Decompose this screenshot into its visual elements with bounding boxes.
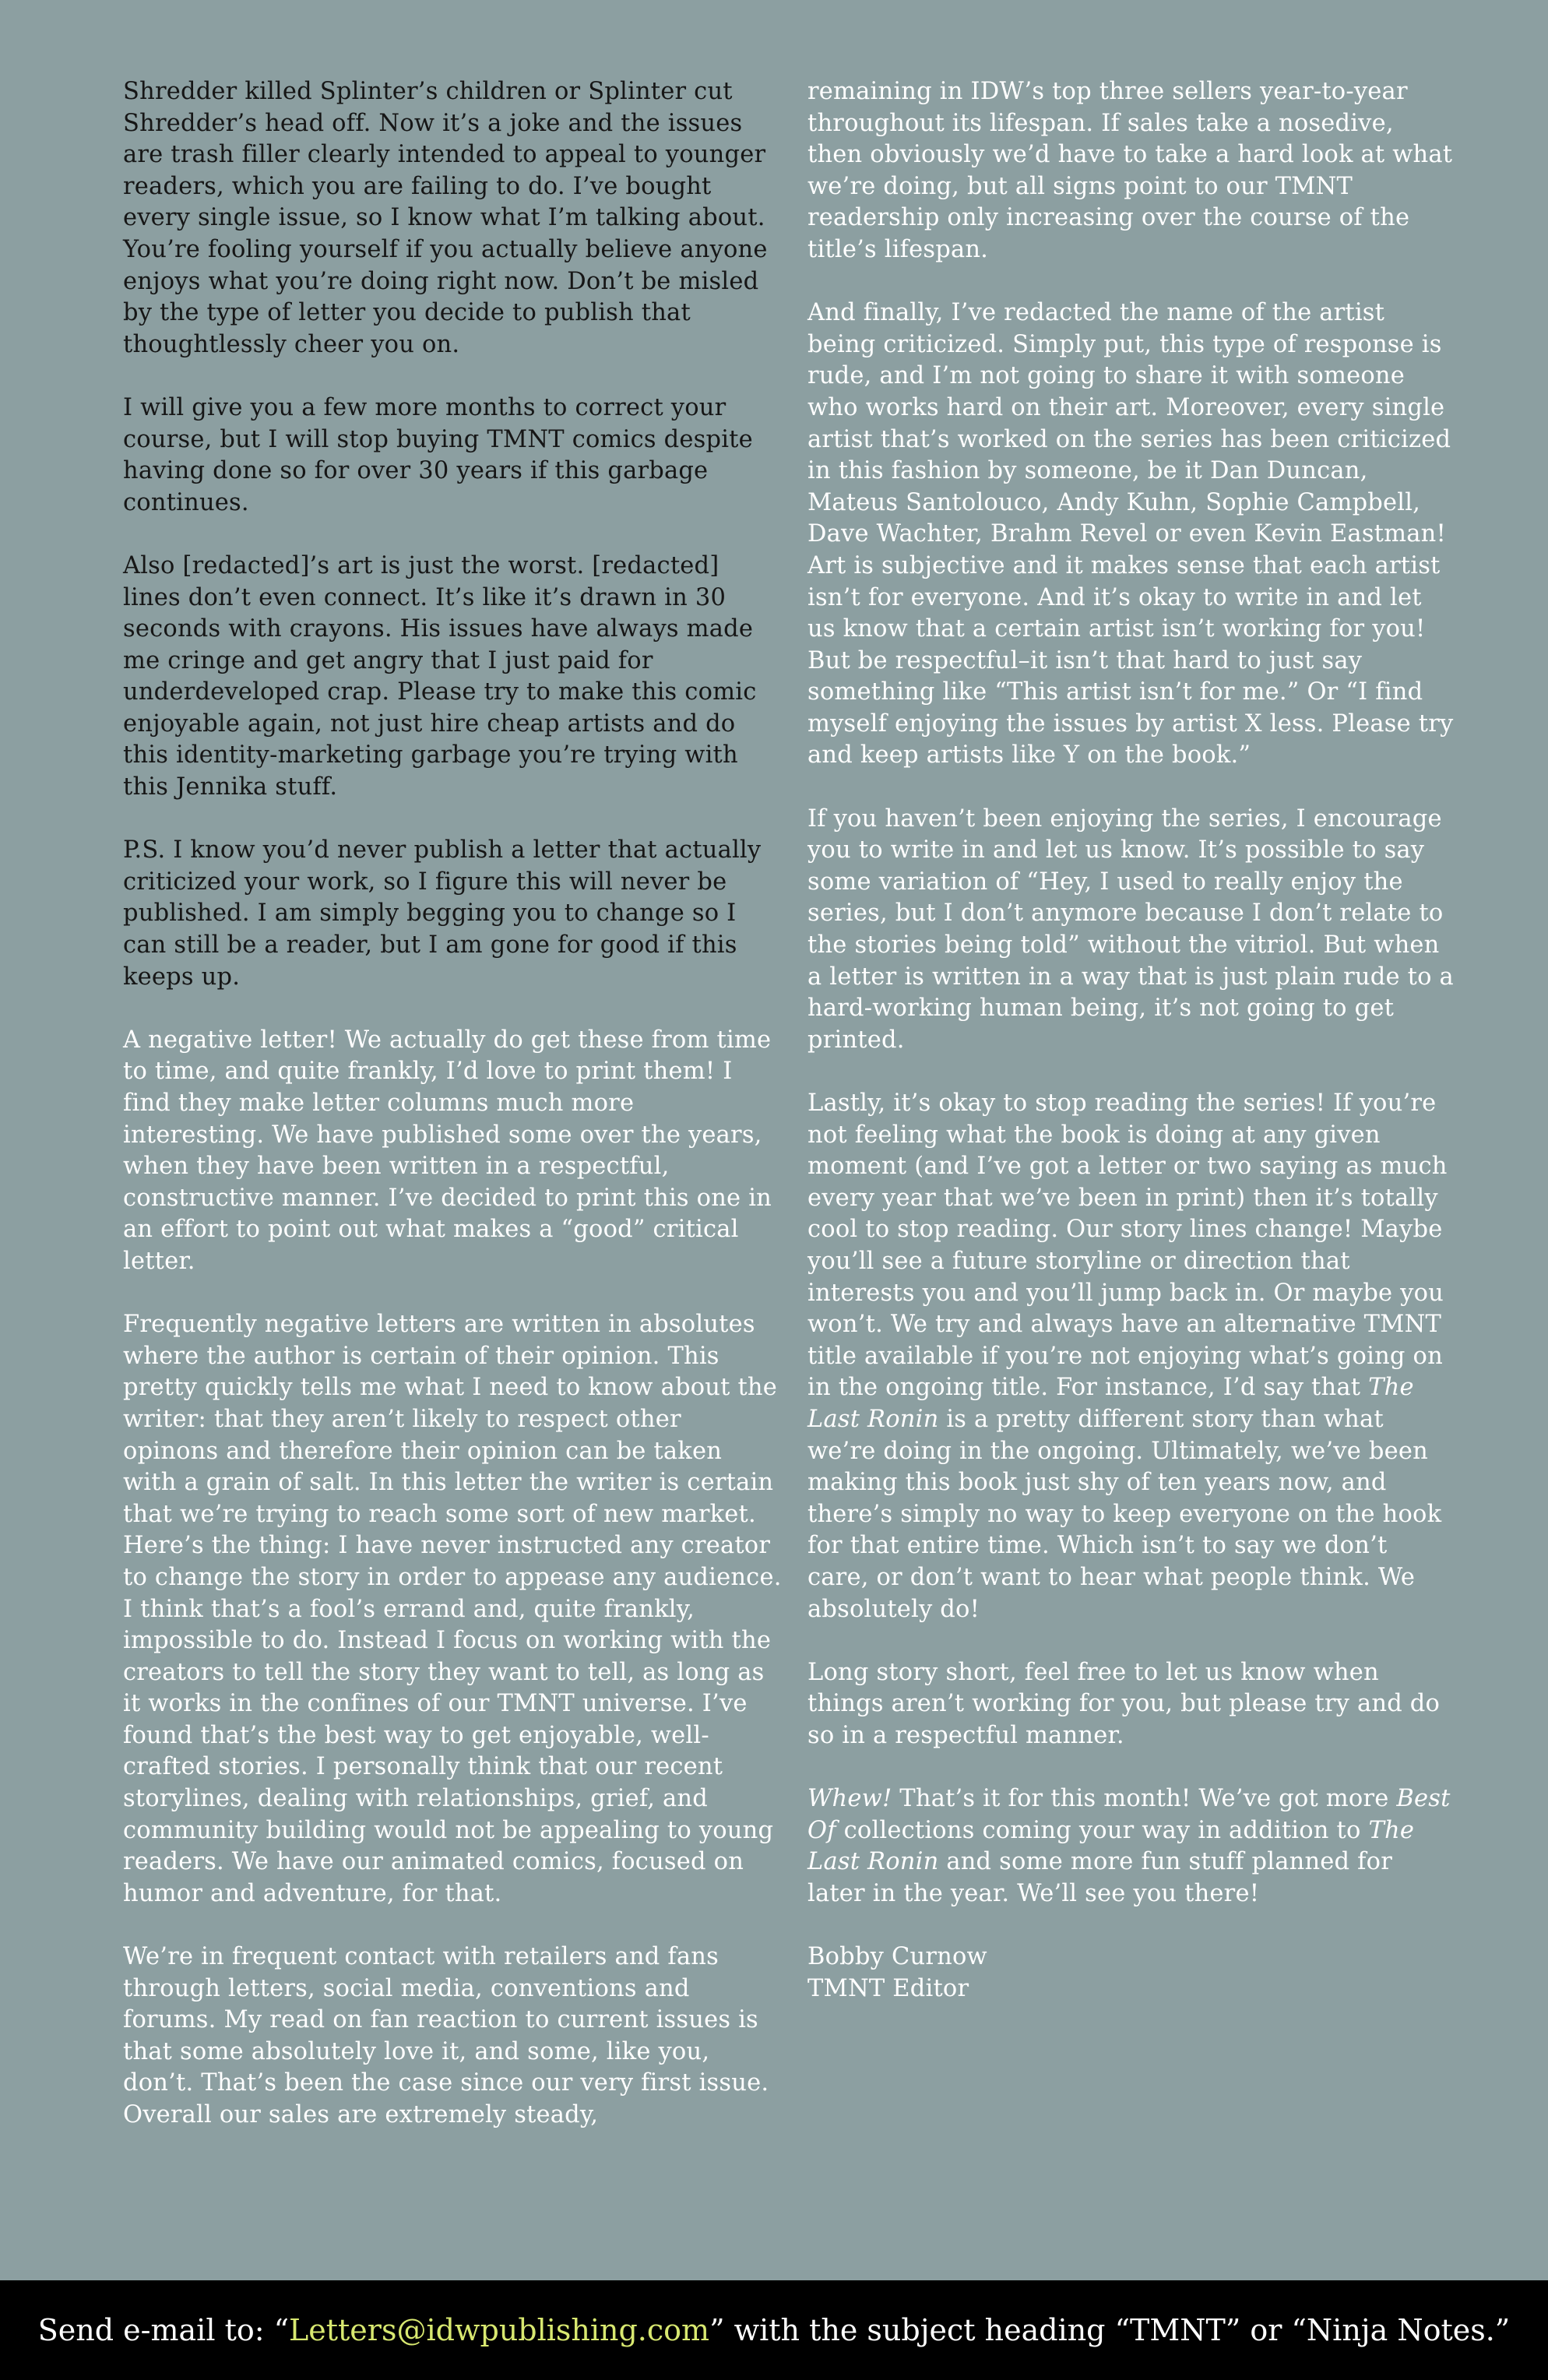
response-paragraph: remaining in IDW’s top three sellers year-to-year throughout its lifespan. If sales take a nosedive, then obviously we’d have to take a hard look at what we’re doing, but all signs point to our TMNT readership only increasing over the course of the title’s lifespan. <box>807 78 1453 263</box>
book-title: The Last Ronin <box>807 1374 1414 1433</box>
response-paragraph: A negative letter! We actually do get these from time to time, and quite frankly, I’d love to print them! I find they make letter columns much more interesting. We have published some over the years, when they have been written in a respectful, constructive manner. I’ve decided to print this one in an effort to point out what makes a “good” critical letter. <box>123 1026 772 1275</box>
book-title: The Last Ronin <box>807 1816 1415 1876</box>
text-span: and some more fun stuff planned for later in the year. We’ll see you there! <box>807 1848 1392 1907</box>
whew-text: Whew! <box>807 1785 892 1813</box>
email-link[interactable]: Letters@idwpublishing.com <box>289 2313 710 2347</box>
letter-paragraph: I will give you a few more months to correct your course, but I will stop buying TMNT comics despite having done so for over 30 years if this garbage continues. <box>123 393 753 516</box>
book-title: Best Of <box>807 1785 1451 1844</box>
response-paragraph: And finally, I’ve redacted the name of the artist being criticized. Simply put, this type of response is rude, and I’m not going to share it with someone who works hard on their art. Moreover, every single artist that’s worked on the series has been criticized in this fashion by someone, be it Dan Duncan, Mateus Santolouco, Andy Kuhn, Sophie Campbell, Dave Wachter, Brahm Revel or even Kevin Eastman! Art is subjective and it makes sense that each artist isn’t for everyone. And it’s okay to write in and let us know that a certain artist isn’t working for you! But be respectful–it isn’t that hard to just say something like “This artist isn’t for me.” Or “I find myself enjoying the issues by artist X less. Please try and keep artists like Y on the book.” <box>807 299 1454 769</box>
response-paragraph: We’re in frequent contact with retailers and fans through letters, social media, conventions and forums. My read on fan reaction to current issues is that some absolutely love it, and some, like you, don’t. That’s been the case since our very first issue. Overall our sales are extremely steady, <box>123 1943 769 2128</box>
text-span: is a pretty different story than what we’re doing in the ongoing. Ultimately, we’ve been making this book just shy of ten years now, and there’s simply no way to keep everyone on the hook for that entire time. Which isn’t to say we don’t care, or don’t want to hear what people think. We absolutely do! <box>807 1405 1442 1623</box>
closing-paragraph <box>807 1783 1454 1910</box>
footer-bar <box>0 2280 1548 2380</box>
letter-paragraph: Also [redacted]’s art is just the worst. [redacted] lines don’t even connect. It’s like it’s drawn in 30 seconds with crayons. His issues have always made me cringe and get angry that I just paid for underdeveloped crap. Please try to make this comic enjoyable again, not just hire cheap artists and do this identity-marketing garbage you’re trying with this Jennika stuff. <box>123 551 757 801</box>
signature <box>807 1942 1454 2005</box>
right-column <box>807 76 1454 2037</box>
letter-paragraph: P.S. I know you’d never publish a letter that actually criticized your work, so I figure this will never be published. I am simply begging you to change so I can still be a reader, but I am gone for good if this keeps up. <box>123 836 762 991</box>
footer-suffix: ” with the subject heading “TMNT” or “Ninja Notes.” <box>709 2313 1511 2347</box>
text-span: That’s it for this month! We’ve got more <box>892 1785 1397 1813</box>
footer-prefix: Send e-mail to: “ <box>37 2313 290 2347</box>
text-span: collections coming your way in addition to <box>836 1816 1369 1844</box>
response-paragraph <box>807 1088 1454 1625</box>
signature-role: TMNT Editor <box>807 1974 969 2002</box>
text-span: Lastly, it’s okay to stop reading the series! If you’re not feeling what the book is doing at any given moment (and I’ve got a letter or two saying as much every year that we’ve been in print) then it’s totally cool to stop reading. Our story lines change! Maybe you’ll see a future storyline or direction that interests you and you’ll jump back in. Or maybe you won’t. We try and always have an alternative TMNT title available if you’re not enjoying what’s going on in the ongoing title. For instance, I’d say that <box>807 1090 1448 1402</box>
response-paragraph: Frequently negative letters are written in absolutes where the author is certain of their opinion. This pretty quickly tells me what I need to know about the writer: that they aren’t likely to respect other opinons and therefore their opinion can be taken with a grain of salt. In this letter the writer is certain that we’re trying to reach some sort of new market. Here’s the thing: I have never instructed any creator to change the story in order to appease any audience. I think that’s a fool’s errand and, quite frankly, impossible to do. Instead I focus on working with the creators to tell the story they want to tell, as long as it works in the confines of our TMNT universe. I’ve found that’s the best way to get enjoyable, well-crafted stories. I personally think that our recent storylines, dealing with relationships, grief, and community building would not be appealing to young readers. We have our animated comics, focused on humor and adventure, for that. <box>123 1311 782 1907</box>
signature-name: Bobby Curnow <box>807 1943 987 1971</box>
left-column <box>123 76 782 2163</box>
response-paragraph: If you haven’t been enjoying the series, I encourage you to write in and let us know. It’s possible to say some variation of “Hey, I used to really enjoy the series, but I don’t anymore because I don’t relate to the stories being told” without the vitriol. But when a letter is written in a way that is just plain rude to a hard-working human being, it’s not going to get printed. <box>807 804 1454 1054</box>
response-paragraph: Long story short, feel free to let us know when things aren’t working for you, but please try and do so in a respectful manner. <box>807 1658 1441 1749</box>
letter-paragraph: Shredder killed Splinter’s children or Splinter cut Shredder’s head off. Now it’s a joke and the issues are trash filler clearly intended to appeal to younger readers, which you are failing to do. I’ve bought every single issue, so I know what I’m talking about. You’re fooling yourself if you actually believe anyone enjoys what you’re doing right now. Don’t be misled by the type of letter you decide to publish that thoughtlessly cheer you on. <box>123 78 768 358</box>
